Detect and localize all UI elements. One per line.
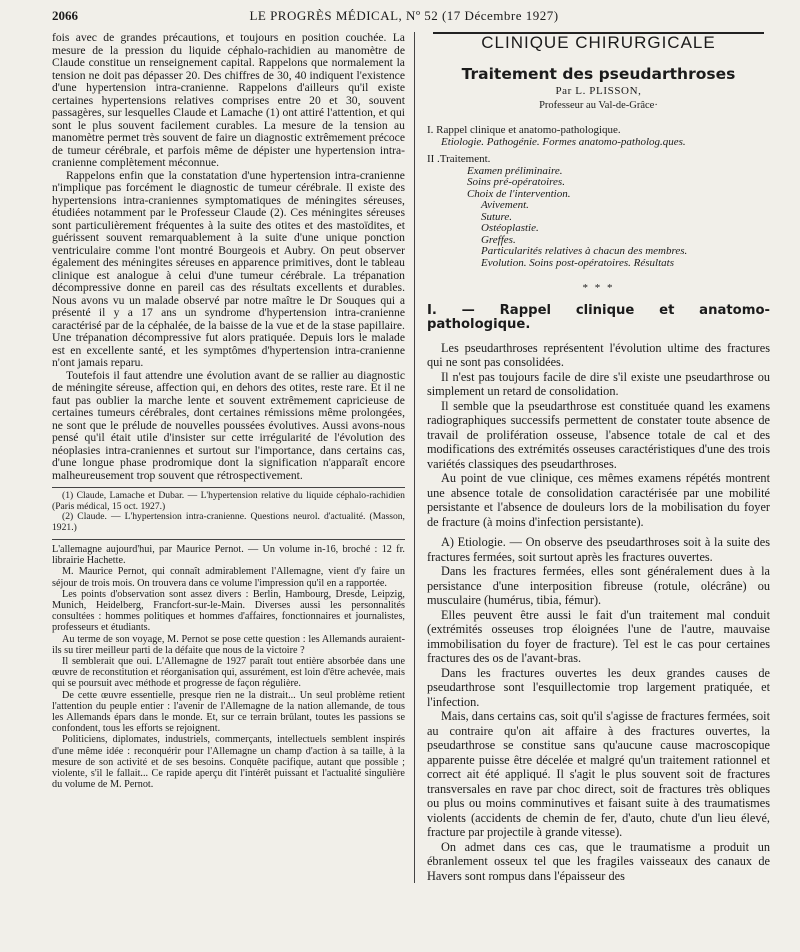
article-title: Traitement des pseudarthroses bbox=[461, 64, 736, 83]
outline-item: Examen préliminaire. bbox=[466, 164, 563, 177]
right-paragraph: Dans les fractures ouvertes les deux grandes causes de pseudarthrose sont l'esquillectomie trop largement pratiquée, et l'infection. bbox=[426, 665, 770, 709]
right-paragraph: Dans les fractures fermées, elles sont généralement dues à la persistance d'une interposition fibreuse (rotule, olécrâne) ou musculaire (humérus, tibia, fémur). bbox=[426, 564, 770, 607]
right-paragraph: A) Etiologie. — On observe des pseudarthroses soit à la suite des fractures fermées, soit surtout après les fractures ouvertes. bbox=[426, 535, 770, 564]
review-paragraph: Au terme de son voyage, M. Pernot se pose cette question : les Allemands auraient-ils su tirer meilleur parti de la défaite que nous de la victoire ? bbox=[52, 633, 405, 656]
outline-subitem: Suture. bbox=[480, 210, 513, 223]
right-paragraph: Au point de vue clinique, ces mêmes examens répétés montrent une absence totale de consolidation caractérisée par une mobilité persistante et l'absence de douleurs lors de la mobilisation du foyer de fracture (à moins d'infection persistante). bbox=[426, 471, 770, 529]
running-header bbox=[52, 8, 770, 32]
right-paragraph: On admet dans ces cas, que le traumatisme a produit un ébranlement osseux tel que les fragiles vaisseaux des canaux de Havers sont rompus dans l'épaisseur des bbox=[426, 839, 770, 883]
left-paragraph: fois avec de grandes précautions, et toujours en position couchée. La mesure de la pression du liquide céphalo-rachidien au manomètre de Claude constitue un renseignement capital. Rappelons que normalement la tension ne doit pas dépasser 20. Des chiffres de 30, 40 indiquent l'existence d'une hypertension intra-cranienne. Rappelons d'ailleurs qu'il existe certaines hypertensions relatives comprises entre 20 et 30, souvent passagères, sur lesquelles Claude et Lamache (1) ont attiré l'attention, et qui sont le plus souvent facilement curables. La mesure de la tension au manomètre permet très souvent de faire un diagnostic extrêmement précoce de tumeur cérébrale, et parfois même de dépister une hypertension intra-cranienne complètement méconnue. bbox=[52, 31, 405, 169]
outline-subsection: Etiologie. Pathogénie. Formes anatomo-patholog.ques. bbox=[440, 135, 686, 148]
right-paragraph: Les pseudarthroses représentent l'évolution ultime des fractures qui ne sont pas consolidées. bbox=[426, 340, 770, 369]
review-paragraph: L'allemagne aujourd'hui, par Maurice Pernot. — Un volume in-16, broché : 12 fr. librairie Hachette. bbox=[52, 544, 405, 567]
journal-title: LE PROGRÈS MÉDICAL, Nº 52 (17 Décembre 1927) bbox=[249, 8, 559, 23]
outline-section: I. Rappel clinique et anatomo-pathologique. bbox=[426, 124, 621, 136]
left-paragraph: Rappelons enfin que la constatation d'une hypertension intra-cranienne n'implique pas forcément le diagnostic de tumeur cérébrale. Il existe des hypertensions intra-craniennes symptomatiques de méningites séreuses, étudiées notamment par le Professeur Claude (2). Ces méningites séreuses sont particulièrement fréquentes à la suite des otites et des mastoïdites, et guérissent souvent remarquablement à la suite d'une unique ponction ventriculaire comme l'ont montré Bourgeois et Aubry. On peut observer également des méningites séreuses en apparence primitives, dont le tableau clinique est analogue à celui d'une tumeur cérébrale. La trépanation décompressive donne en pareil cas des résultats excellents et durables. Nous avons vu un malade observé par notre maître le Dr Souques qui a présenté il y a 17 ans un syndrome d'hypertension intra-cranienne caractérisé par de la céphalée, de la baisse de la vue et de la stase papillaire. Une trépanation décompressive fut alors pratiquée. Depuis lors le malade est en excellente santé, et les symptômes d'hypertension intra-cranienne n'ont jamais reparu. bbox=[52, 168, 405, 369]
book-review bbox=[52, 539, 405, 790]
right-paragraph: Elles peuvent être aussi le fait d'un traitement mal conduit (extrémités osseuses trop éloignées l'une de l'autre, mauvaise immobilisation du foyer de fracture). Tel est le cas pour certaines fractures des os de l'avant-bras. bbox=[426, 607, 770, 665]
review-paragraph: Les points d'observation sont assez divers : Berlin, Hambourg, Dresde, Leipzig, Munich, Heidelberg, Francfort-sur-le-Main. Diverses aussi les personnalités consultées : hommes politiques et hommes d'affaires, fonctionnaires et journalistes, professeurs et étudiants. bbox=[52, 588, 405, 634]
outline-section: II .Traitement. bbox=[426, 153, 491, 165]
article-author: Par L. PLISSON, bbox=[555, 85, 642, 97]
outline-subitem: Particularités relatives à chacun des membres. bbox=[480, 245, 688, 257]
outline-item: Choix de l'intervention. bbox=[466, 187, 571, 200]
right-paragraph: Il semble que la pseudarthrose est constituée quand les examens radiographiques successifs permettent de constater toute absence de travail de prolifération osseuse, l'absence totale de cal et des modifications des extrémités osseuses caractéristiques d'une des trois variétés classiques des pseudarthroses. bbox=[426, 398, 770, 471]
author-affiliation: Professeur au Val-de-Grâce· bbox=[539, 99, 658, 111]
footnote: (1) Claude, Lamache et Dubar. — L'hypertension relative du liquide céphalo-rachidien (Paris médical, 15 oct. 1927.) bbox=[52, 490, 405, 512]
outline-item: Soins pré-opératoires. bbox=[466, 176, 565, 188]
outline-subitem: Avivement. bbox=[480, 199, 529, 211]
right-column bbox=[415, 32, 770, 883]
right-paragraph: Il n'est pas toujours facile de dire s'il existe une pseudarthrose ou simplement un retard de consolidation. bbox=[426, 369, 770, 398]
section-rubric: CLINIQUE CHIRURGICALE bbox=[481, 33, 716, 52]
review-paragraph: M. Maurice Pernot, qui connaît admirablement l'Allemagne, vient d'y faire un séjour de trois mois. On trouvera dans ce volume l'impression qu'il en a rapportée. bbox=[52, 566, 405, 589]
article-outline bbox=[427, 125, 770, 269]
left-column bbox=[52, 32, 415, 883]
outline-subitem: Evolution. Soins post-opératoires. Résultats bbox=[480, 256, 674, 269]
footnotes bbox=[52, 487, 405, 533]
two-column-body bbox=[52, 32, 770, 883]
outline-subitem: Ostéoplastie. bbox=[480, 222, 539, 234]
outline-subitem: Greffes. bbox=[480, 233, 516, 246]
review-paragraph: Il semblerait que oui. L'Allemagne de 1927 paraît tout entière absorbée dans une œuvre de reconstitution et réorganisation qui, assurément, est loin d'être achevée, mais qui se poursuit avec méthode et progresse de façon régulière. bbox=[52, 656, 405, 690]
left-paragraph: Toutefois il faut attendre une évolution avant de se rallier au diagnostic de méningite séreuse, affection qui, en dehors des otites, reste rare. Et il ne faut pas oublier la marche lente et souvent extrêmement capricieuse de certaines tumeurs cérébrales, dont certaines rémissions même prolongées, ne sont que le prélude de nouvelles poussées évolutives. Aussi avons-nous pensé qu'il était utile d'insister sur cette irrégularité de l'évolution des néoplasies intra-craniennes et surtout sur l'importance, dans certains cas, d'une longue phase prodromique dont la signification n'apparaît encore malheureusement trop souvent que rétrospectivement. bbox=[52, 368, 405, 482]
page-number: 2066 bbox=[52, 8, 78, 23]
review-paragraph: Politiciens, diplomates, industriels, commerçants, intellectuels semblent inspirés d'une même idée : reconquérir pour l'Allemagne un champ d'action à sa taille, à la mesure de son activité et de ses besoins. Conquête pacifique, autant que possible ; violente, s'il le fallait... Ce rapide aperçu dit l'intérêt puissant et l'actualité singulière du volume de M. Pernot. bbox=[52, 734, 405, 791]
review-paragraph: De cette œuvre essentielle, presque rien ne la distrait... Un seul problème retient l'attention du peuple entier : l'avenir de l'Allemagne de la nation allemande, de tous les Allemands épars dans le monde. Et, sur ce terrain brûlant, toutes les passions se confondent, tous les efforts se rejoignent. bbox=[52, 689, 405, 735]
section-heading: I. — Rappel clinique et anatomo-pathologique. bbox=[426, 302, 770, 332]
right-paragraph: Mais, dans certains cas, soit qu'il s'agisse de fractures fermées, soit au contraire qu'on ait affaire à des fractures ouvertes, la pseudarthrose se constitue sans qu'aucune cause macroscopique apparente puisse être décelée et malgré qu'un traitement rationnel et correct ait été appliqué. Il s'agit le plus souvent soit de fractures transversales en rave par choc direct, soit de fractures très obliques ou plus ou moins comminutives et faisant suite à des traumatismes violents (accidents de chemin de fer, d'auto, chute d'un lieu élevé, fracture par projectile à grande vitesse). bbox=[426, 709, 770, 839]
asterism-divider: * * * bbox=[582, 282, 615, 294]
footnote: (2) Claude. — L'hypertension intra-cranienne. Questions neurol. d'actualité. (Masson, 1921.) bbox=[52, 511, 405, 533]
